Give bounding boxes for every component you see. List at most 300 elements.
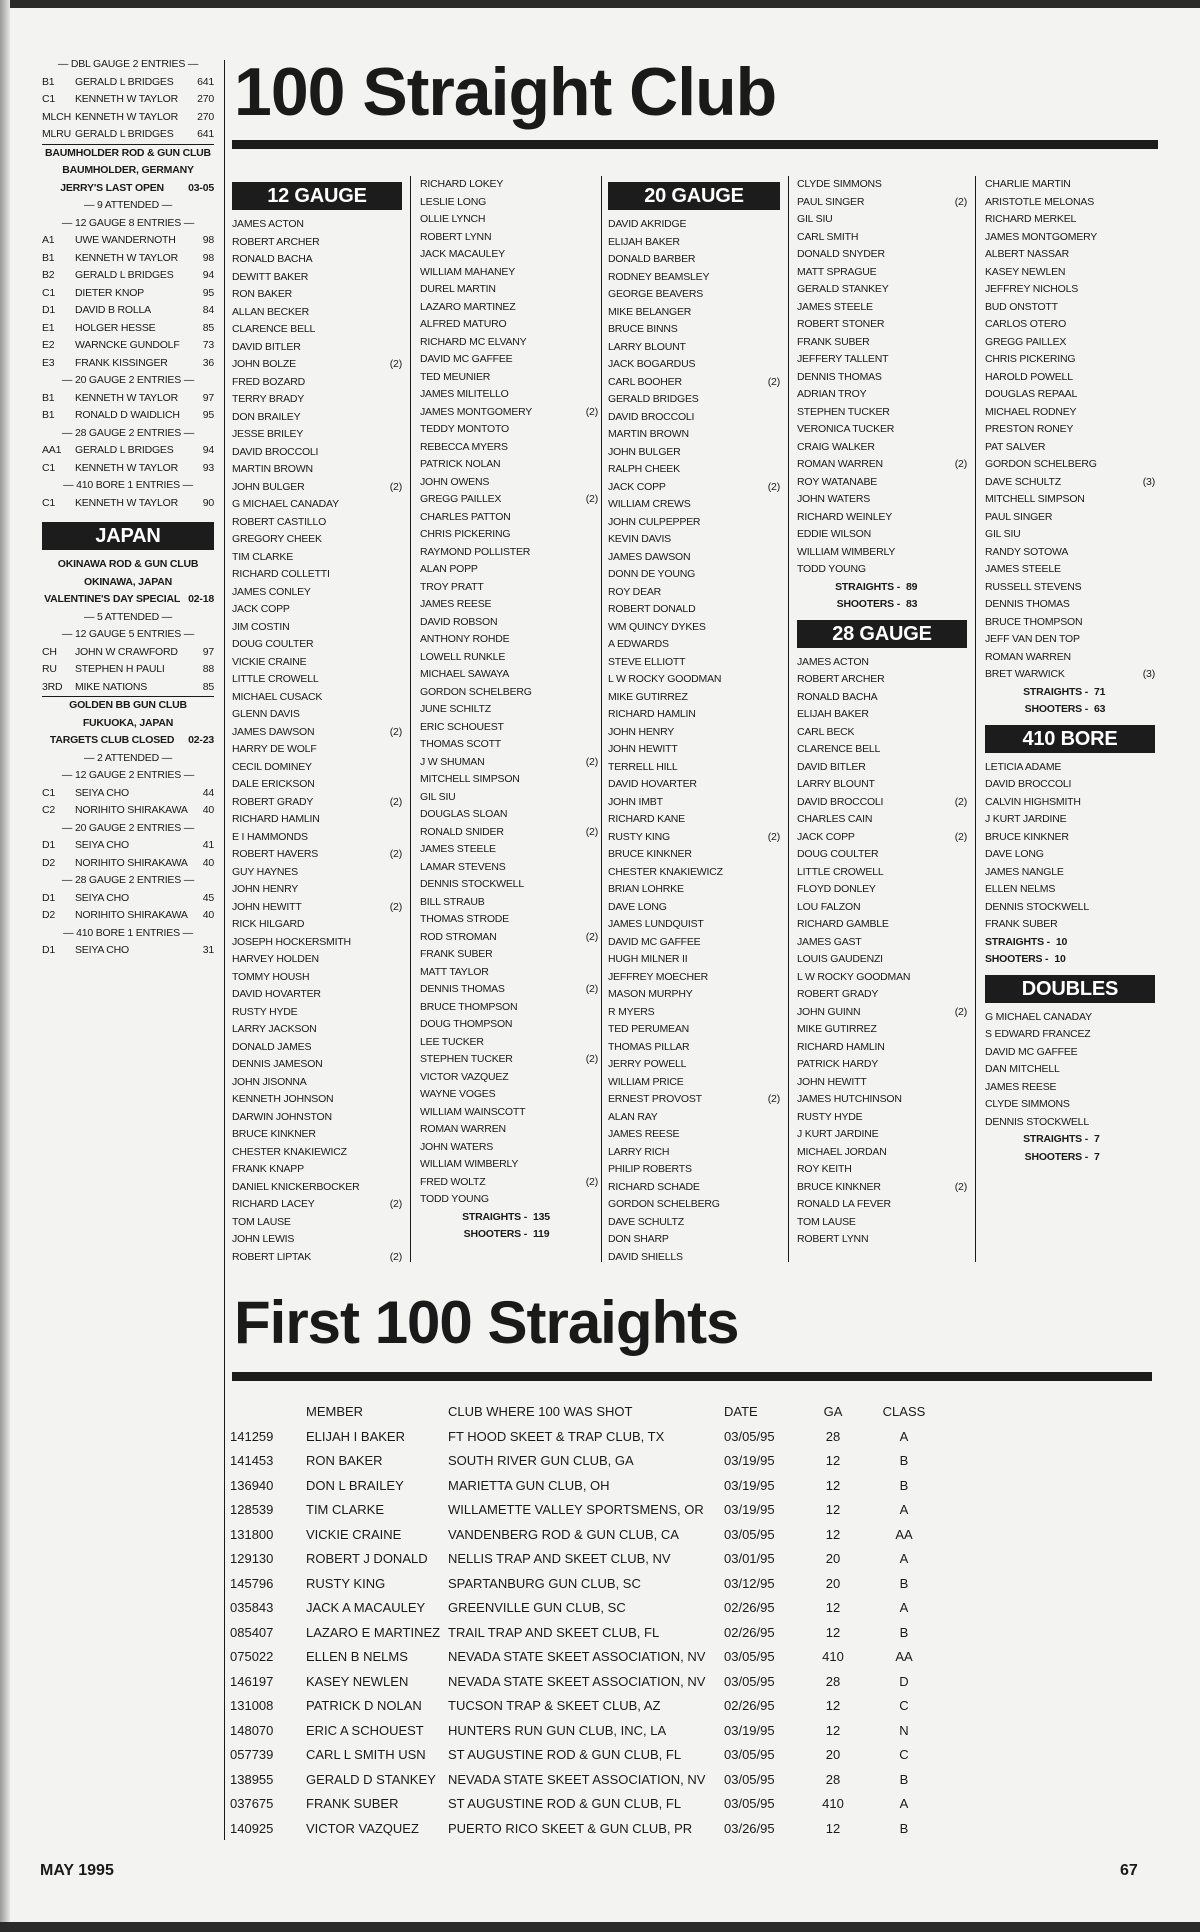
result-name: SEIYA CHO	[75, 839, 130, 851]
straight-count: (2)	[389, 1198, 402, 1210]
summary-label: SHOOTERS -	[985, 953, 1049, 965]
shooter-name	[420, 876, 598, 894]
shooter-name	[232, 1021, 402, 1039]
shooter-name	[232, 251, 402, 269]
result-name: KENNETH W TAYLOR	[75, 110, 178, 123]
shooter-name-text: ROBERT LIPTAK	[232, 1250, 312, 1263]
shooter-name	[420, 894, 598, 912]
shooter-name-text: DAVE SCHULTZ	[985, 475, 1061, 488]
shooter-name	[608, 321, 780, 339]
summary-stat	[985, 1149, 1155, 1167]
result-score: 40	[202, 909, 214, 921]
straight-count: (2)	[389, 1250, 402, 1263]
shooter-name	[608, 741, 780, 759]
shooter-name-text: DENNIS THOMAS	[797, 370, 882, 383]
shooter-name	[797, 194, 967, 212]
shooter-name-text: JOHN IMBT	[608, 795, 663, 808]
shooter-name-text: GORDON SCHELBERG	[608, 1198, 720, 1210]
shooter-name	[608, 584, 780, 602]
result-class: B2	[42, 269, 55, 281]
result-score: 98	[202, 251, 214, 264]
shooter-name	[797, 864, 967, 882]
shooter-name-text: TIM CLARKE	[232, 550, 294, 563]
shooter-name-text: CALVIN HIGHSMITH	[985, 795, 1081, 808]
result-row	[42, 109, 214, 127]
shooter-name-text: L W ROCKY GOODMAN	[797, 970, 911, 983]
straight-count: (3)	[1142, 475, 1155, 488]
shooter-name-text: ROBERT GRADY	[797, 988, 879, 1000]
shooter-name-text: JAMES REESE	[608, 1128, 680, 1140]
summary-stat	[985, 701, 1155, 719]
result-score: 31	[202, 944, 214, 956]
shooter-name	[797, 176, 967, 194]
table-cell: 141259	[230, 1428, 274, 1444]
column-28-gauge	[797, 176, 967, 1249]
table-row	[230, 1547, 944, 1572]
shooter-name-text: JOHN HEWITT	[608, 743, 678, 755]
shooter-name	[232, 269, 402, 287]
shooter-name-text: JAMES MILITELLO	[420, 388, 509, 400]
page-gutter	[0, 0, 10, 1932]
shooter-name-text: JOHN WATERS	[420, 1140, 494, 1153]
shooter-name-text: GIL SIU	[420, 790, 456, 803]
shooter-name	[232, 1004, 402, 1022]
shooter-name-text: ANTHONY ROHDE	[420, 633, 510, 645]
shooter-name-text: RUSTY KING	[608, 830, 670, 843]
summary-value: 89	[906, 580, 918, 593]
shooter-name-text: DENNIS STOCKWELL	[985, 900, 1089, 913]
table-cell: 145796	[230, 1575, 274, 1591]
shooter-name	[985, 229, 1155, 247]
shooter-name	[797, 829, 967, 847]
shooter-name-text: JACK COPP	[797, 830, 855, 843]
shooter-name	[608, 986, 780, 1004]
result-class: E1	[42, 321, 55, 334]
page-number: 67	[1120, 1862, 1138, 1879]
shooter-name	[420, 491, 598, 509]
result-name: WARNCKE GUNDOLF	[75, 339, 180, 351]
shooter-name-text: JOHN BOLZE	[232, 358, 296, 370]
table-cell: RUSTY KING	[306, 1575, 386, 1591]
shooter-name	[985, 474, 1155, 492]
shooter-name-text: JOHN GUINN	[797, 1005, 861, 1018]
straight-count: (2)	[585, 493, 598, 505]
shooter-name	[608, 1021, 780, 1039]
shooter-name	[232, 899, 402, 917]
shooter-name	[420, 946, 598, 964]
shooter-name-text: MATT TAYLOR	[420, 965, 489, 978]
shooter-name-text: CHARLIE MARTIN	[985, 178, 1071, 190]
shooter-name-text: WILLIAM PRICE	[608, 1075, 684, 1088]
straight-count: (2)	[954, 1180, 967, 1193]
shooter-name-text: RICHARD MERKEL	[985, 213, 1077, 225]
shooter-name	[420, 281, 598, 299]
shooter-name-text: JEFFREY MOECHER	[608, 970, 709, 983]
first-100-table	[230, 1400, 944, 1841]
shooter-name	[420, 334, 598, 352]
shooter-name-text: BRET WARWICK	[985, 668, 1065, 680]
table-cell: 146197	[230, 1673, 274, 1689]
straight-count: (2)	[954, 195, 967, 208]
shooter-name	[232, 794, 402, 812]
section-header: — DBL GAUGE 2 ENTRIES —	[57, 58, 199, 70]
shooter-name	[797, 1126, 967, 1144]
shooter-name-text: DAVID ROBSON	[420, 615, 498, 628]
straight-count: (2)	[389, 900, 402, 913]
shooter-name-text: DONALD SNYDER	[797, 248, 885, 260]
shooter-name	[608, 1179, 780, 1197]
shooter-name-text: TED PERUMEAN	[608, 1023, 690, 1035]
shooter-name	[420, 771, 598, 789]
shooter-name-text: DON SHARP	[608, 1233, 669, 1245]
shooter-name-text: RODNEY BEAMSLEY	[608, 270, 710, 283]
shooter-name	[797, 654, 967, 672]
shooter-name	[985, 666, 1155, 684]
shooter-name-text: REBECCA MYERS	[420, 440, 508, 453]
shooter-name-text: ROBERT GRADY	[232, 795, 314, 808]
shooter-name	[797, 264, 967, 282]
result-score: 94	[202, 269, 214, 281]
shooter-name-text: BILL STRAUB	[420, 895, 485, 908]
shooter-name	[232, 1091, 402, 1109]
shooter-name	[797, 334, 967, 352]
table-cell: NELLIS TRAP AND SKEET CLUB, NV	[448, 1551, 671, 1566]
shooter-name	[608, 636, 780, 654]
table-cell: ST AUGUSTINE ROD & GUN CLUB, FL	[448, 1747, 682, 1762]
shooter-name-text: MARTIN BROWN	[608, 428, 689, 440]
shooter-name-text: GERALD STANKEY	[797, 283, 889, 295]
table-cell: A	[899, 1796, 909, 1811]
result-class: CH	[42, 645, 57, 658]
shooter-name	[608, 1109, 780, 1127]
shooter-name	[420, 649, 598, 667]
table-row	[230, 1425, 944, 1450]
shooter-name	[985, 351, 1155, 369]
shooter-name-text: JOHN HEWITT	[232, 900, 302, 913]
summary-label: SHOOTERS -	[463, 1228, 527, 1240]
shooter-name-text: GLENN DAVIS	[232, 708, 300, 720]
shooter-name	[608, 549, 780, 567]
shooter-name	[797, 456, 967, 474]
result-class: D1	[42, 944, 56, 956]
table-cell: 03/19/95	[724, 1477, 775, 1493]
shooter-name	[608, 1039, 780, 1057]
shooter-name	[608, 1091, 780, 1109]
shooter-name-text: DANIEL KNICKERBOCKER	[232, 1180, 360, 1193]
shooter-name	[797, 246, 967, 264]
shooter-name	[608, 479, 780, 497]
shooter-name-text: DENNIS STOCKWELL	[985, 1115, 1089, 1128]
shooter-name	[608, 1004, 780, 1022]
shooter-name	[985, 509, 1155, 527]
shooter-name	[797, 899, 967, 917]
shooter-name-text: BRIAN LOHRKE	[608, 883, 684, 895]
table-cell: 128539	[230, 1502, 274, 1517]
shooter-name-text: ROMAN WARREN	[797, 458, 883, 470]
shooter-name-text: CECIL DOMINEY	[232, 760, 312, 773]
shooter-name-text: DAN MITCHELL	[985, 1063, 1060, 1075]
result-class: D1	[42, 891, 56, 904]
shooter-name	[797, 509, 967, 527]
table-cell: 03/12/95	[724, 1575, 775, 1591]
shooter-name-text: RUSSELL STEVENS	[985, 580, 1082, 593]
table-cell: B	[899, 1771, 909, 1787]
shooter-name	[232, 496, 402, 514]
shooter-name-text: MICHAEL CUSACK	[232, 690, 323, 703]
shooter-name-text: RONALD LA FEVER	[797, 1198, 891, 1210]
shooter-name	[420, 859, 598, 877]
shooter-name-text: BRUCE KINKNER	[797, 1180, 881, 1193]
result-row	[42, 74, 214, 92]
table-cell: FRANK SUBER	[306, 1796, 399, 1811]
table-cell: 03/05/95	[724, 1796, 775, 1811]
result-class: C1	[42, 93, 56, 105]
shooter-name	[232, 864, 402, 882]
shooter-name-text: CHRIS PICKERING	[985, 353, 1076, 365]
shooter-name	[608, 951, 780, 969]
result-score: 93	[202, 461, 214, 474]
shooter-name-text: JAMES MONTGOMERY	[420, 405, 533, 418]
title-rule	[232, 140, 1158, 149]
shooter-name-text: MIKE BELANGER	[608, 305, 692, 318]
shooter-name	[985, 211, 1155, 229]
shooter-name-text: RICHARD SCHADE	[608, 1180, 700, 1193]
shooter-name	[797, 916, 967, 934]
shooter-name-text: DEWITT BAKER	[232, 270, 309, 283]
shooter-name-text: LITTLE CROWELL	[797, 865, 884, 878]
table-row	[230, 1498, 944, 1523]
table-cell: 03/05/95	[724, 1771, 775, 1787]
result-row	[42, 355, 214, 373]
column-header: DATE	[724, 1404, 758, 1419]
result-score: 95	[202, 409, 214, 421]
shooter-name	[985, 1079, 1155, 1097]
result-name: GERALD L BRIDGES	[75, 128, 174, 140]
shooter-name	[608, 759, 780, 777]
result-score: 90	[202, 496, 214, 509]
shooter-name	[797, 724, 967, 742]
table-row	[230, 1768, 944, 1793]
shoot-date: 02-23	[188, 734, 214, 746]
shooter-name	[232, 339, 402, 357]
shooter-name-text: ROY DEAR	[608, 585, 662, 598]
shooter-name	[985, 1044, 1155, 1062]
table-cell: VANDENBERG ROD & GUN CLUB, CA	[448, 1526, 679, 1542]
shooter-name-text: DAVE LONG	[608, 900, 667, 913]
shooter-name-text: JEFFERY TALLENT	[797, 353, 889, 365]
table-cell: A	[899, 1551, 909, 1566]
shooter-name-text: JAMES CONLEY	[232, 585, 311, 598]
result-score: 73	[202, 339, 214, 351]
shooter-name-text: GREGORY CHEEK	[232, 533, 322, 545]
section-header: — 410 BORE 1 ENTRIES —	[63, 926, 193, 939]
shooter-name-text: HARVEY HOLDEN	[232, 953, 319, 965]
shooter-name	[420, 194, 598, 212]
shooter-name-text: S EDWARD FRANCEZ	[985, 1028, 1091, 1040]
shooter-name-text: WILLIAM WAINSCOTT	[420, 1105, 526, 1118]
table-cell: 12	[825, 1820, 841, 1836]
straight-count: (2)	[954, 830, 967, 843]
table-row	[230, 1743, 944, 1768]
shooter-name-text: CARL SMITH	[797, 230, 859, 243]
shooter-name-text: BRUCE KINKNER	[985, 830, 1069, 843]
result-row	[42, 907, 214, 925]
table-cell: TUCSON TRAP & SKEET CLUB, AZ	[448, 1698, 661, 1713]
table-cell: 20	[825, 1747, 841, 1762]
table-cell: 12	[825, 1722, 841, 1738]
summary-stat	[797, 579, 967, 597]
result-score: 88	[202, 663, 214, 675]
result-score: 36	[202, 356, 214, 369]
shooter-name	[232, 1214, 402, 1232]
shooter-name-text: LETICIA ADAME	[985, 760, 1062, 773]
table-cell: B	[899, 1575, 909, 1591]
shooter-name-text: KENNETH JOHNSON	[232, 1093, 334, 1105]
summary-value: 10	[1055, 935, 1068, 948]
result-name: GERALD L BRIDGES	[75, 269, 174, 281]
shooter-name	[232, 1056, 402, 1074]
result-row	[42, 320, 214, 338]
table-cell: NEVADA STATE SKEET ASSOCIATION, NV	[448, 1649, 706, 1664]
column-header	[230, 1400, 306, 1425]
shooter-name-text: FRANK SUBER	[797, 335, 870, 348]
shooter-name-text: LESLIE LONG	[420, 195, 487, 208]
shooter-name	[420, 1139, 598, 1157]
shooter-name	[797, 794, 967, 812]
shooter-name-text: JOHN LEWIS	[232, 1233, 295, 1245]
shooter-name	[797, 561, 967, 579]
shooter-name-text: JESSE BRILEY	[232, 428, 304, 440]
shooter-name	[797, 881, 967, 899]
shooter-name	[985, 369, 1155, 387]
shooter-name	[797, 211, 967, 229]
gauge-banner: 410 BORE	[985, 725, 1155, 753]
result-name: KENNETH W TAYLOR	[75, 496, 178, 509]
shooter-name	[232, 549, 402, 567]
shooter-name-text: ROBERT HAVERS	[232, 848, 319, 860]
table-row	[230, 1670, 944, 1695]
shooter-name	[232, 654, 402, 672]
shooter-name-text: JAMES STEELE	[985, 563, 1061, 575]
shooter-name-text: TEDDY MONTOTO	[420, 423, 509, 435]
section-header: — 12 GAUGE 5 ENTRIES —	[61, 628, 195, 640]
result-name: RONALD D WAIDLICH	[75, 409, 180, 421]
shooter-name-text: LARRY BLOUNT	[608, 340, 686, 353]
table-cell: GREENVILLE GUN CLUB, SC	[448, 1600, 626, 1615]
club-heading: OKINAWA ROD & GUN CLUB	[57, 558, 199, 570]
shooter-name-text: WILLIAM MAHANEY	[420, 265, 516, 278]
shooter-name-text: PATRICK NOLAN	[420, 458, 501, 470]
table-cell: VICTOR VAZQUEZ	[306, 1820, 419, 1836]
shooter-name-text: JACK COPP	[608, 480, 666, 493]
column-divider	[788, 176, 789, 1262]
shooter-name	[797, 776, 967, 794]
shooter-name	[420, 1174, 598, 1192]
shooter-name	[985, 846, 1155, 864]
shooter-name	[608, 671, 780, 689]
shooter-name-text: CHARLES CAIN	[797, 813, 873, 825]
shooter-name-text: LOU FALZON	[797, 900, 861, 913]
table-cell: 03/05/95	[724, 1673, 775, 1689]
table-cell: TIM CLARKE	[306, 1502, 385, 1517]
shooter-name	[985, 829, 1155, 847]
summary-label: SHOOTERS -	[1024, 703, 1088, 715]
table-cell: 410	[822, 1649, 844, 1664]
shooter-name	[420, 1034, 598, 1052]
bottom-edge	[0, 1922, 1200, 1932]
shooter-name	[608, 1196, 780, 1214]
shooter-name	[797, 1039, 967, 1057]
table-cell: 138955	[230, 1771, 274, 1787]
shooter-name-text: DAVID MC GAFFEE	[985, 1045, 1078, 1058]
shooter-name	[797, 386, 967, 404]
table-cell: 085407	[230, 1624, 274, 1640]
shoot-heading	[42, 591, 214, 609]
top-edge	[0, 0, 1200, 8]
shooter-name	[797, 969, 967, 987]
shooter-name-text: JAMES REESE	[420, 598, 492, 610]
shooter-name	[608, 391, 780, 409]
shooter-name-text: JOHN BULGER	[232, 480, 305, 493]
shooter-name	[420, 684, 598, 702]
shooter-name-text: THOMAS STRODE	[420, 913, 509, 925]
table-cell: B	[899, 1624, 909, 1640]
result-class: C2	[42, 804, 56, 816]
shooter-name-text: JAMES DAWSON	[608, 550, 691, 563]
results-sidebar	[42, 56, 214, 960]
shooter-name	[420, 596, 598, 614]
shooter-name	[608, 566, 780, 584]
shooter-name-text: WAYNE VOGES	[420, 1088, 496, 1100]
result-name: MIKE NATIONS	[75, 680, 148, 693]
shooter-name	[232, 356, 402, 374]
shooter-name	[232, 514, 402, 532]
shooter-name-text: LARRY JACKSON	[232, 1023, 317, 1035]
shooter-name	[608, 706, 780, 724]
result-name: SEIYA CHO	[75, 944, 130, 956]
column-20-gauge	[608, 176, 780, 1266]
shooter-name	[232, 1179, 402, 1197]
summary-value: 10	[1054, 953, 1066, 965]
shooter-name-text: JOHN WATERS	[797, 493, 871, 505]
result-score: 98	[202, 234, 214, 246]
shooter-name	[797, 1214, 967, 1232]
shooter-name	[608, 269, 780, 287]
shooter-name-text: CARL BECK	[797, 725, 855, 738]
result-score: 45	[202, 891, 214, 904]
shooter-name	[797, 706, 967, 724]
result-name: JOHN W CRAWFORD	[75, 645, 178, 658]
result-name: HOLGER HESSE	[75, 321, 156, 334]
shooter-name-text: J KURT JARDINE	[985, 813, 1067, 825]
column-12-gauge	[232, 176, 402, 1266]
shooter-name-text: RICHARD HAMLIN	[608, 708, 696, 720]
shooter-name	[420, 1051, 598, 1069]
shooter-name-text: JAMES NANGLE	[985, 865, 1064, 878]
summary-value: 119	[533, 1228, 550, 1240]
result-row	[42, 644, 214, 662]
shooter-name	[985, 421, 1155, 439]
table-row	[230, 1449, 944, 1474]
shooter-name-text: DAVID BITLER	[797, 760, 866, 773]
table-cell: 131800	[230, 1526, 274, 1542]
result-score: 270	[197, 110, 214, 123]
shooter-name-text: ROY WATANABE	[797, 475, 878, 488]
shooter-name-text: JOSEPH HOCKERSMITH	[232, 935, 351, 948]
shooter-name	[985, 916, 1155, 934]
shooter-name-text: DON BRAILEY	[232, 410, 301, 423]
shooter-name-text: RONALD SNIDER	[420, 825, 504, 838]
